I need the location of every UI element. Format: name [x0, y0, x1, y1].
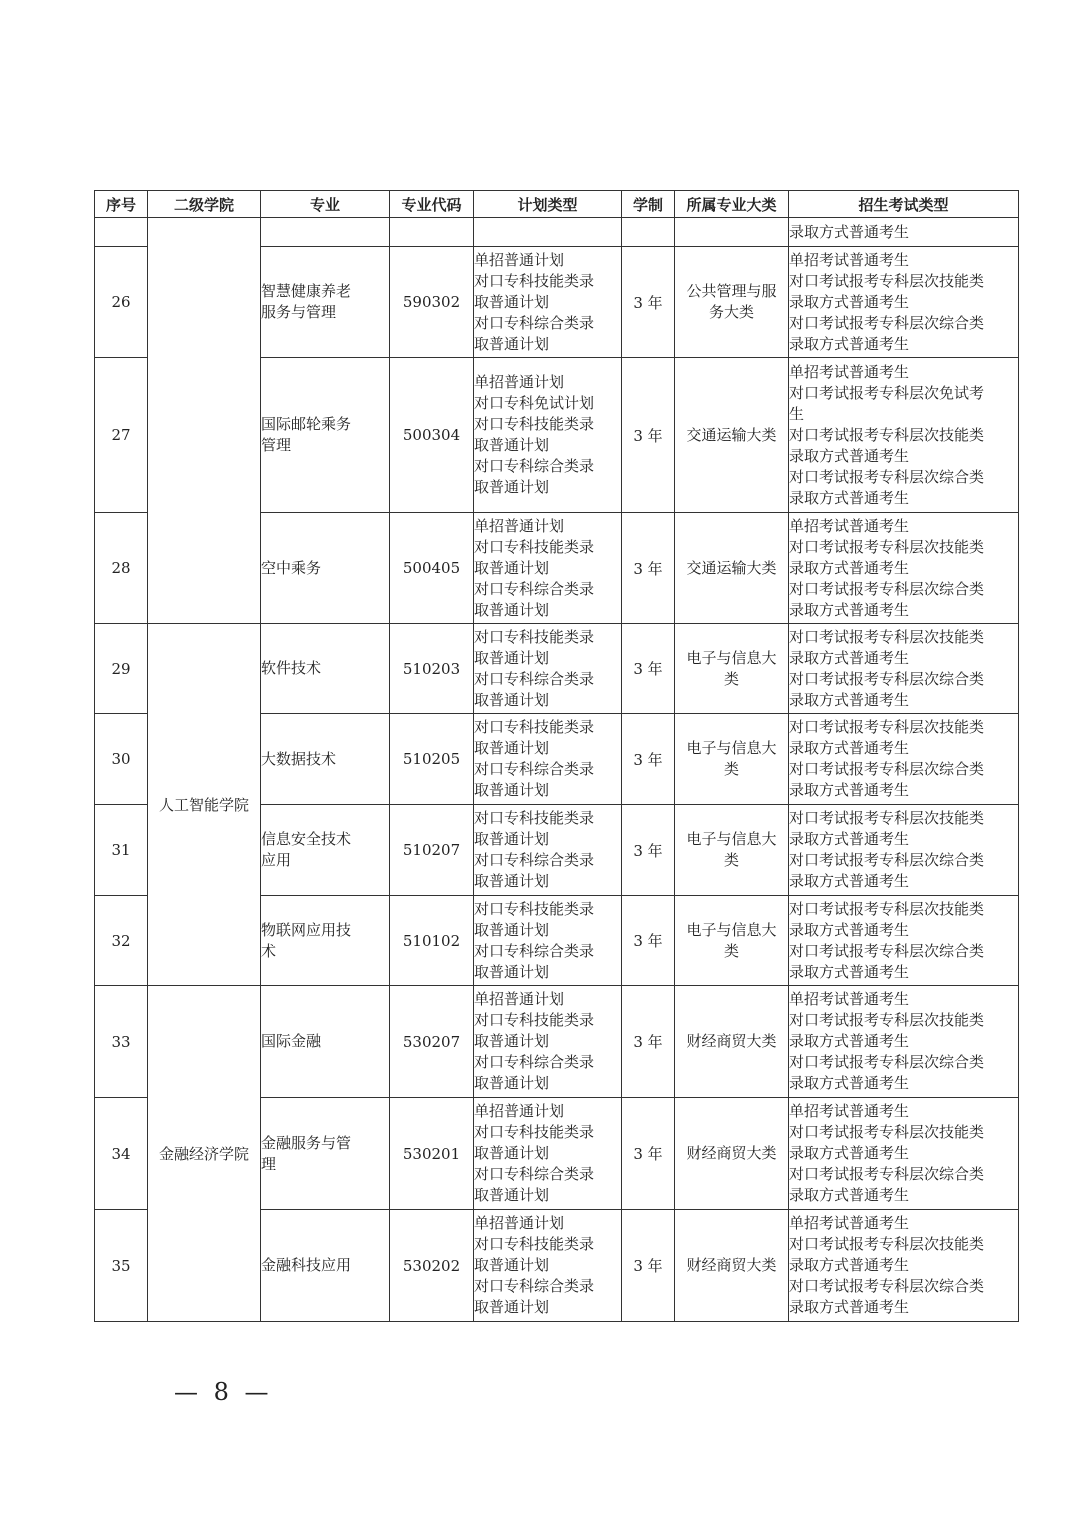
cell-plan-line: 对口专科技能类录 [474, 271, 595, 290]
cell-plan-line: 对口专科综合类录 [474, 457, 595, 475]
cell-exam-line: 录取方式普通考生 [789, 781, 910, 799]
table-row [95, 624, 1019, 714]
cell-category [675, 714, 789, 805]
cell-category [675, 358, 789, 513]
cell-plan-line: 取普通计划 [474, 690, 550, 709]
cell-plan-line: 对口专科技能类录 [474, 415, 595, 433]
cell-code [390, 714, 474, 805]
cell-code-text: 530207 [402, 1032, 461, 1051]
cell-exam [789, 624, 1019, 714]
cell-exam-line: 录取方式普通考生 [789, 334, 910, 353]
cell-major-text: 国际金融 [261, 1032, 322, 1050]
cell-years-text: 3 年 [633, 426, 663, 445]
cell-exam-line: 录取方式普通考生 [789, 648, 910, 667]
cell-seq-text: 30 [111, 750, 131, 768]
cell-exam-line: 对口考试报考专科层次综合类 [789, 941, 985, 960]
cell-major-text: 大数据技术 [261, 749, 337, 768]
cell-category [675, 218, 789, 247]
cell-plan-line: 取普通计划 [474, 600, 550, 619]
cell-years-text: 3 年 [633, 1033, 663, 1051]
cell-seq [95, 714, 148, 805]
cell-plan-line: 对口专科技能类录 [474, 1235, 595, 1253]
cell-code-text: 530201 [402, 1144, 461, 1163]
cell-exam [789, 986, 1019, 1098]
cell-exam-line: 录取方式普通考生 [789, 962, 910, 981]
cell-exam [789, 1098, 1019, 1210]
cell-category-text: 财经商贸大类 [686, 1032, 777, 1050]
cell-category-text: 交通运输大类 [686, 425, 777, 444]
cell-major [261, 1210, 390, 1322]
cell-major [261, 1098, 390, 1210]
cell-years [622, 247, 675, 358]
cell-code-text: 500304 [402, 426, 461, 444]
cell-college: 金融经济学院 [148, 986, 261, 1322]
cell-category [675, 986, 789, 1098]
cell-exam-line: 对口考试报考专科层次综合类 [789, 1277, 985, 1295]
cell-plan-line: 取普通计划 [474, 962, 550, 981]
cell-exam-line: 对口考试报考专科层次综合类 [789, 851, 985, 869]
cell-seq-text: 32 [111, 931, 131, 950]
cell-category [675, 624, 789, 714]
cell-years-text: 3 年 [633, 660, 663, 678]
cell-plan [474, 805, 622, 896]
cell-plan-line: 单招普通计划 [474, 990, 565, 1008]
cell-exam-line: 对口考试报考专科层次综合类 [789, 669, 985, 688]
cell-plan-line: 取普通计划 [474, 648, 550, 667]
cell-seq-text: 35 [111, 1256, 131, 1275]
cell-category-text: 财经商贸大类 [686, 1144, 777, 1162]
cell-plan-line: 单招普通计划 [474, 1214, 565, 1232]
cell-plan-line: 对口专科综合类录 [474, 1165, 595, 1183]
cell-major-text: 智慧健康养老服务与管理 [261, 282, 352, 321]
cell-exam-line: 录取方式普通考生 [789, 558, 910, 577]
cell-years [622, 358, 675, 513]
cell-exam-line: 对口考试报考专科层次技能类 [789, 1123, 985, 1141]
cell-plan-line: 单招普通计划 [474, 250, 565, 269]
cell-plan-line: 取普通计划 [474, 1032, 550, 1050]
cell-plan-line: 对口专科综合类录 [474, 669, 595, 688]
cell-plan-line: 单招普通计划 [474, 1102, 565, 1120]
page-number: — 8 — [174, 1378, 273, 1406]
cell-years-text: 3 年 [633, 1257, 663, 1275]
cell-exam-line: 单招考试普通考生 [789, 1102, 910, 1120]
cell-exam-line: 对口考试报考专科层次技能类 [789, 1011, 985, 1029]
cell-category [675, 247, 789, 358]
header-college: 二级学院 [148, 191, 261, 218]
cell-code-text: 510207 [402, 841, 461, 859]
cell-code-text: 500405 [402, 559, 461, 577]
cell-seq-text: 27 [111, 426, 131, 444]
cell-years [622, 624, 675, 714]
header-exam-type: 招生考试类型 [789, 191, 1019, 218]
cell-plan-line: 取普通计划 [474, 1256, 550, 1274]
cell-seq-text: 29 [111, 659, 131, 678]
cell-years [622, 513, 675, 624]
cell-code-text: 510102 [402, 931, 461, 950]
cell-exam-line: 对口考试报考专科层次技能类 [789, 627, 985, 646]
cell-years-text: 3 年 [633, 841, 663, 860]
cell-plan-line: 取普通计划 [474, 1186, 550, 1204]
cell-plan-line: 对口专科综合类录 [474, 941, 595, 960]
header-code: 专业代码 [390, 191, 474, 218]
cell-code [390, 218, 474, 247]
cell-exam-line: 录取方式普通考生 [789, 690, 910, 709]
cell-plan-line: 取普通计划 [474, 1298, 550, 1316]
cell-exam-line: 录取方式普通考生 [789, 600, 910, 619]
cell-category-text: 财经商贸大类 [686, 1256, 777, 1274]
cell-major-text: 金融服务与管理 [261, 1133, 352, 1173]
cell-years-text: 3 年 [633, 559, 663, 578]
cell-major [261, 714, 390, 805]
table-header-row [95, 191, 1019, 218]
cell-category [675, 1098, 789, 1210]
cell-category-text: 电子与信息大类 [686, 739, 777, 778]
table-body [95, 218, 1019, 1322]
cell-plan-line: 对口专科技能类录 [474, 809, 595, 827]
cell-plan-line: 取普通计划 [474, 478, 550, 496]
cell-plan-line: 取普通计划 [474, 739, 550, 757]
cell-plan-line: 对口专科技能类录 [474, 1011, 595, 1029]
cell-category [675, 1210, 789, 1322]
table-row [95, 986, 1019, 1098]
cell-code [390, 513, 474, 624]
exam-line: 录取方式普通考生 [789, 222, 910, 241]
cell-category-text: 公共管理与服务大类 [686, 282, 777, 321]
cell-major [261, 247, 390, 358]
cell-exam-line: 录取方式普通考生 [789, 1256, 910, 1274]
cell-code-text: 590302 [402, 293, 461, 311]
cell-plan-line: 对口专科技能类录 [474, 899, 595, 918]
cell-code [390, 247, 474, 358]
cell-years [622, 986, 675, 1098]
cell-seq [95, 358, 148, 513]
cell-plan-line: 单招普通计划 [474, 373, 565, 391]
cell-exam-line: 录取方式普通考生 [789, 1032, 910, 1050]
cell-exam-line: 对口考试报考专科层次综合类 [789, 579, 985, 598]
cell-plan [474, 1098, 622, 1210]
cell-exam-line: 对口考试报考专科层次技能类 [789, 1235, 985, 1253]
cell-exam-line: 录取方式普通考生 [789, 488, 910, 507]
cell-category [675, 513, 789, 624]
cell-plan-line: 对口专科综合类录 [474, 579, 595, 598]
cell-code [390, 358, 474, 513]
cell-major-text: 软件技术 [261, 659, 322, 677]
cell-plan-line: 取普通计划 [474, 872, 550, 890]
cell-seq [95, 986, 148, 1098]
enrollment-table [94, 190, 1019, 1322]
cell-seq [95, 624, 148, 714]
cell-seq-text: 28 [111, 559, 131, 577]
cell-category [675, 896, 789, 986]
cell-major [261, 986, 390, 1098]
cell-plan-line: 对口专科综合类录 [474, 1277, 595, 1295]
cell-exam-line: 对口考试报考专科层次综合类 [789, 1165, 985, 1183]
cell-exam [789, 805, 1019, 896]
cell-plan-line: 取普通计划 [474, 436, 550, 454]
header-seq: 序号 [95, 191, 148, 218]
cell-exam-line: 对口考试报考专科层次技能类 [789, 425, 985, 444]
cell-exam-line: 单招考试普通考生 [789, 1214, 910, 1232]
cell-exam-line: 对口考试报考专科层次综合类 [789, 313, 985, 332]
cell-plan-line: 取普通计划 [474, 781, 550, 799]
cell-plan-line: 对口专科技能类录 [474, 537, 595, 556]
cell-exam-line: 对口考试报考专科层次综合类 [789, 467, 985, 486]
cell-seq [95, 1210, 148, 1322]
cell-exam-line: 对口考试报考专科层次技能类 [789, 718, 985, 736]
cell-exam-line: 单招考试普通考生 [789, 250, 910, 269]
cell-years-text: 3 年 [633, 293, 663, 312]
cell-exam-line: 对口考试报考专科层次综合类 [789, 760, 985, 778]
cell-code [390, 1210, 474, 1322]
cell-code-text: 510203 [402, 659, 461, 678]
cell-college: 人工智能学院 [148, 624, 261, 986]
cell-code [390, 1098, 474, 1210]
cell-plan-line: 对口专科免试计划 [474, 394, 595, 412]
cell-exam [789, 513, 1019, 624]
cell-category [675, 805, 789, 896]
cell-category-text: 电子与信息大类 [686, 830, 777, 869]
cell-years-text: 3 年 [633, 932, 663, 950]
header-category: 所属专业大类 [675, 191, 789, 218]
cell-plan [474, 624, 622, 714]
cell-exam [789, 1210, 1019, 1322]
cell-exam-line: 对口考试报考专科层次综合类 [789, 1053, 985, 1071]
cell-major [261, 358, 390, 513]
cell-exam-line: 录取方式普通考生 [789, 1298, 910, 1316]
cell-exam [789, 358, 1019, 513]
cell-major-text: 空中乘务 [261, 558, 322, 577]
cell-code-text: 530202 [402, 1256, 461, 1275]
cell-seq [95, 896, 148, 986]
cell-years [622, 218, 675, 247]
cell-plan [474, 1210, 622, 1322]
table-row-continuation [95, 218, 1019, 247]
cell-seq-text: 31 [111, 841, 131, 859]
cell-plan-line: 取普通计划 [474, 558, 550, 577]
cell-years [622, 1098, 675, 1210]
cell-plan-line: 取普通计划 [474, 920, 550, 939]
cell-seq-text: 33 [111, 1032, 131, 1051]
cell-category-text: 交通运输大类 [686, 558, 777, 577]
cell-plan-line: 取普通计划 [474, 1144, 550, 1162]
cell-seq-text: 26 [111, 293, 131, 311]
cell-exam [789, 714, 1019, 805]
cell-years [622, 896, 675, 986]
cell-plan-line: 对口专科综合类录 [474, 313, 595, 332]
cell-exam-line: 录取方式普通考生 [789, 292, 910, 311]
cell-years-text: 3 年 [633, 750, 663, 769]
cell-exam-line: 录取方式普通考生 [789, 1074, 910, 1092]
cell-exam [789, 896, 1019, 986]
cell-years [622, 1210, 675, 1322]
cell-plan [474, 896, 622, 986]
cell-major [261, 513, 390, 624]
cell-plan-line: 对口专科综合类录 [474, 760, 595, 778]
cell-plan [474, 247, 622, 358]
cell-plan-line: 对口专科技能类录 [474, 1123, 595, 1141]
cell-college-continued [148, 218, 261, 624]
header-plan-type: 计划类型 [474, 191, 622, 218]
cell-plan-line: 取普通计划 [474, 1074, 550, 1092]
cell-exam-line: 对口考试报考专科层次技能类 [789, 899, 985, 918]
cell-major-text: 金融科技应用 [261, 1256, 352, 1274]
cell-exam [789, 247, 1019, 358]
cell-seq-text: 34 [111, 1144, 131, 1163]
cell-major-text: 国际邮轮乘务管理 [261, 415, 352, 454]
cell-exam-line: 录取方式普通考生 [789, 1186, 910, 1204]
cell-exam-line: 对口考试报考专科层次技能类 [789, 809, 985, 827]
cell-exam-line: 录取方式普通考生 [789, 1144, 910, 1162]
cell-exam-line: 单招考试普通考生 [789, 516, 910, 535]
header-major: 专业 [261, 191, 390, 218]
cell-exam-line: 录取方式普通考生 [789, 920, 910, 939]
cell-exam-line: 录取方式普通考生 [789, 830, 910, 848]
cell-plan-line: 取普通计划 [474, 830, 550, 848]
cell-years [622, 805, 675, 896]
cell-major [261, 805, 390, 896]
cell-plan-line: 取普通计划 [474, 334, 550, 353]
cell-plan [474, 358, 622, 513]
cell-plan-line: 对口专科综合类录 [474, 1053, 595, 1071]
cell-exam-line: 单招考试普通考生 [789, 990, 910, 1008]
cell-code-text: 510205 [402, 750, 461, 768]
cell-exam-line: 对口考试报考专科层次技能类 [789, 537, 985, 556]
cell-plan-line: 取普通计划 [474, 292, 550, 311]
cell-plan [474, 218, 622, 247]
cell-seq [95, 513, 148, 624]
cell-plan [474, 986, 622, 1098]
cell-years-text: 3 年 [633, 1145, 663, 1163]
cell-plan [474, 714, 622, 805]
cell-plan [474, 513, 622, 624]
cell-category-text: 电子与信息大类 [686, 648, 777, 688]
cell-major [261, 624, 390, 714]
cell-exam-line: 录取方式普通考生 [789, 739, 910, 757]
cell-years [622, 714, 675, 805]
cell-plan-line: 对口专科技能类录 [474, 718, 595, 736]
cell-code [390, 624, 474, 714]
cell-category-text: 电子与信息大类 [686, 920, 777, 960]
cell-code [390, 805, 474, 896]
cell-plan-line: 单招普通计划 [474, 516, 565, 535]
cell-major-text: 物联网应用技术 [261, 920, 352, 960]
header-duration: 学制 [622, 191, 675, 218]
cell-seq [95, 1098, 148, 1210]
cell-seq [95, 218, 148, 247]
cell-plan-line: 对口专科综合类录 [474, 851, 595, 869]
cell-exam-line: 对口考试报考专科层次免试考 [789, 383, 985, 402]
cell-exam-line: 单招考试普通考生 [789, 362, 910, 381]
cell-code [390, 896, 474, 986]
cell-major [261, 896, 390, 986]
cell-seq [95, 247, 148, 358]
cell-seq [95, 805, 148, 896]
cell-exam-line: 对口考试报考专科层次技能类 [789, 271, 985, 290]
cell-exam-line: 生 [789, 404, 805, 423]
cell-major-text: 信息安全技术应用 [261, 830, 352, 869]
cell-major [261, 218, 390, 247]
cell-code [390, 986, 474, 1098]
cell-exam-line: 录取方式普通考生 [789, 446, 910, 465]
cell-exam-line: 录取方式普通考生 [789, 872, 910, 890]
cell-plan-line: 对口专科技能类录 [474, 627, 595, 646]
cell-exam [789, 218, 1019, 247]
